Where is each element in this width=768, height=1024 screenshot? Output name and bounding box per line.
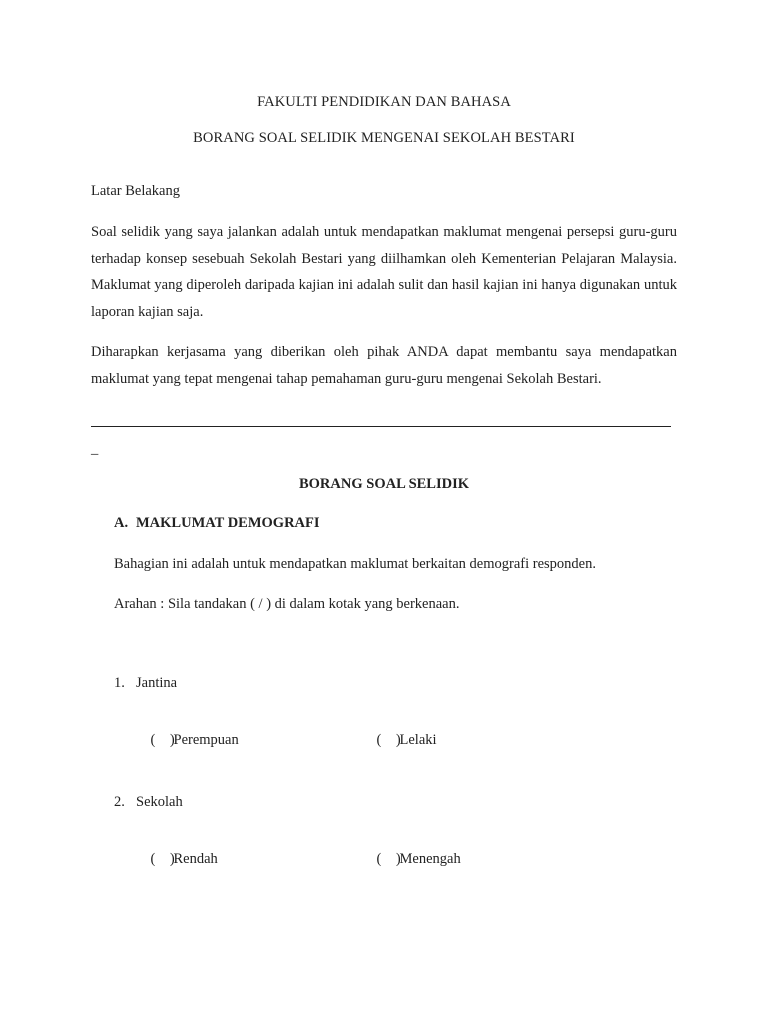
question-1 xyxy=(114,675,177,692)
checkbox-bracket[interactable]: ( ) xyxy=(376,851,401,867)
horizontal-rule xyxy=(91,426,671,427)
option-label: Rendah xyxy=(173,851,218,867)
question-number: 1. xyxy=(114,675,125,691)
option-rendah[interactable] xyxy=(136,834,218,885)
option-label: Perempuan xyxy=(173,732,239,748)
question-number: 2. xyxy=(114,794,125,810)
section-title: MAKLUMAT DEMOGRAFI xyxy=(136,515,320,531)
form-heading: BORANG SOAL SELIDIK MENGENAI SEKOLAH BESTARI xyxy=(193,130,575,146)
option-lelaki[interactable] xyxy=(362,715,437,766)
checkbox-bracket[interactable]: ( ) xyxy=(150,851,175,867)
option-label: Menengah xyxy=(399,851,461,867)
option-perempuan[interactable] xyxy=(136,715,239,766)
section-heading xyxy=(114,515,320,532)
background-paragraph-1: Soal selidik yang saya jalankan adalah untuk mendapatkan maklumat mengenai persepsi guru-guru terhadap konsep sesebuah Sekolah Bestari yang diilhamkan oleh Kementerian Pelajaran Malaysia. Maklumat yang diperoleh daripada kajian ini adalah sulit dan hasil kajian ini hanya digunakan untuk laporan kajian saja. xyxy=(91,224,677,320)
checkbox-bracket[interactable]: ( ) xyxy=(376,732,401,748)
questionnaire-title: BORANG SOAL SELIDIK xyxy=(298,476,470,492)
separator-dash: _ xyxy=(91,441,99,457)
background-paragraph-2: Diharapkan kerjasama yang diberikan oleh pihak ANDA dapat membantu saya mendapatkan maklumat yang tepat mengenai tahap pemahaman guru-guru mengenai Sekolah Bestari. xyxy=(91,344,677,387)
background-label: Latar Belakang xyxy=(91,183,180,199)
section-instruction: Arahan : Sila tandakan ( / ) di dalam kotak yang berkenaan. xyxy=(114,596,460,612)
option-label: Lelaki xyxy=(399,732,437,748)
section-letter: A. xyxy=(114,515,129,531)
question-2 xyxy=(114,794,183,811)
checkbox-bracket[interactable]: ( ) xyxy=(150,732,175,748)
question-label: Jantina xyxy=(136,675,178,691)
option-menengah[interactable] xyxy=(362,834,461,885)
question-label: Sekolah xyxy=(136,794,183,810)
faculty-heading: FAKULTI PENDIDIKAN DAN BAHASA xyxy=(257,94,511,110)
section-intro: Bahagian ini adalah untuk mendapatkan maklumat berkaitan demografi responden. xyxy=(114,556,596,572)
